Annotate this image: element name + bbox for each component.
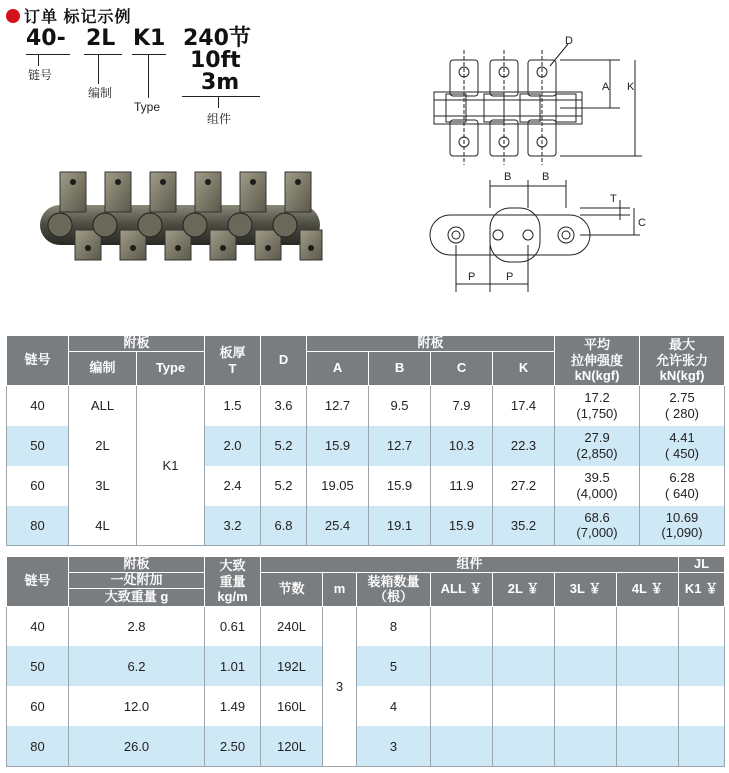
chain-technical-drawing [420, 30, 655, 295]
cell-links: 120L [261, 726, 323, 766]
cell-price-all [431, 686, 493, 726]
cell-c: 11.9 [431, 466, 493, 506]
cell-d: 5.2 [261, 426, 307, 466]
chain-photo-illustration [30, 160, 330, 270]
cell-type-merged: K1 [137, 386, 205, 546]
cell-b: 12.7 [369, 426, 431, 466]
label-type: Type [134, 100, 161, 114]
code-assembly-2: 10ft [190, 48, 241, 73]
code-attach: 2L [86, 26, 116, 51]
underline-assembly [182, 96, 260, 97]
th-one-place: 一处附加 [69, 573, 205, 589]
th-weight-g: 大致重量 g [69, 588, 205, 606]
cell-chain: 40 [7, 606, 69, 646]
top-view [434, 44, 642, 165]
cell-tension: 2.75 ( 280) [640, 386, 725, 426]
cell-price-all [431, 646, 493, 686]
code-type: K1 [133, 26, 166, 51]
dim-p1-label: P [468, 271, 476, 283]
label-attach: 编制 [88, 86, 113, 100]
cell-t: 1.5 [205, 386, 261, 426]
cell-price-k1 [679, 726, 725, 766]
cell-strength: 27.9 (2,850) [555, 426, 640, 466]
underline-chain-no [26, 54, 70, 55]
dim-t-label: T [610, 193, 617, 205]
cell-d: 6.8 [261, 506, 307, 546]
cell-price-4l [617, 646, 679, 686]
th-price-2l: 2L ￥ [493, 573, 555, 607]
leader-type [148, 54, 149, 98]
th-attachment: 附板 [69, 557, 205, 573]
cell-chain: 40 [7, 386, 69, 426]
th-avg-strength: 平均 拉伸强度 kN(kgf) [555, 336, 640, 386]
cell-links: 240L [261, 606, 323, 646]
label-assembly: 组件 [207, 112, 232, 126]
th-m: m [323, 573, 357, 607]
cell-a: 12.7 [307, 386, 369, 426]
th-plate-thickness: 板厚 T [205, 336, 261, 386]
cell-price-2l [493, 686, 555, 726]
cell-strength: 17.2 (1,750) [555, 386, 640, 426]
cell-price-k1 [679, 606, 725, 646]
dim-k-label: K [627, 81, 635, 93]
cell-k: 35.2 [493, 506, 555, 546]
th-a: A [307, 352, 369, 386]
th-approx-weight: 大致 重量 kg/m [205, 557, 261, 607]
dim-d-label: D [565, 35, 573, 47]
cell-b: 19.1 [369, 506, 431, 546]
table-row [7, 646, 725, 686]
cell-c: 7.9 [431, 386, 493, 426]
cell-kg-m: 1.01 [205, 646, 261, 686]
cell-price-3l [555, 726, 617, 766]
cell-code: 2L [69, 426, 137, 466]
label-chain-no: 链号 [28, 68, 53, 82]
assembly-table [6, 556, 725, 767]
cell-kg-m: 0.61 [205, 606, 261, 646]
th-type: Type [137, 352, 205, 386]
cell-price-4l [617, 686, 679, 726]
cell-k: 22.3 [493, 426, 555, 466]
code-assembly-3: 3m [201, 70, 240, 95]
cell-tension: 4.41 ( 450) [640, 426, 725, 466]
cell-price-3l [555, 646, 617, 686]
table-row [7, 506, 725, 546]
cell-pack: 5 [357, 646, 431, 686]
leader-assembly [218, 96, 219, 108]
leader-attach [98, 54, 99, 84]
th-k: K [493, 352, 555, 386]
cell-t: 2.4 [205, 466, 261, 506]
th-d: D [261, 336, 307, 386]
chain-body [40, 172, 322, 260]
th-attachment2: 附板 [307, 336, 555, 352]
cell-chain: 80 [7, 726, 69, 766]
code-chain-no: 40- [26, 26, 66, 51]
cell-price-4l [617, 606, 679, 646]
th-price-4l: 4L ￥ [617, 573, 679, 607]
side-view [430, 180, 640, 292]
order-title-text: 订单 标记示例 [24, 9, 132, 26]
cell-links: 192L [261, 646, 323, 686]
cell-kg-m: 1.49 [205, 686, 261, 726]
cell-price-2l [493, 726, 555, 766]
cell-price-2l [493, 606, 555, 646]
cell-weight-g: 2.8 [69, 606, 205, 646]
cell-b: 9.5 [369, 386, 431, 426]
cell-d: 5.2 [261, 466, 307, 506]
cell-weight-g: 26.0 [69, 726, 205, 766]
dim-c-label: C [638, 217, 646, 229]
cell-price-4l [617, 726, 679, 766]
th-max-tension: 最大 允许张力 kN(kgf) [640, 336, 725, 386]
cell-k: 27.2 [493, 466, 555, 506]
underline-type [132, 54, 166, 55]
table-row [7, 726, 725, 766]
cell-chain: 60 [7, 686, 69, 726]
cell-price-all [431, 606, 493, 646]
th-c: C [431, 352, 493, 386]
cell-k: 17.4 [493, 386, 555, 426]
underline-attach [84, 54, 122, 55]
cell-chain: 80 [7, 506, 69, 546]
leader-chain-no [38, 54, 39, 66]
cell-pack: 8 [357, 606, 431, 646]
th-attachment: 附板 [69, 336, 205, 352]
th-price-3l: 3L ￥ [555, 573, 617, 607]
cell-strength: 39.5 (4,000) [555, 466, 640, 506]
th-pack-qty: 装箱数量 （根） [357, 573, 431, 607]
th-code: 编制 [69, 352, 137, 386]
cell-kg-m: 2.50 [205, 726, 261, 766]
cell-chain: 50 [7, 646, 69, 686]
cell-price-k1 [679, 646, 725, 686]
cell-pack: 4 [357, 686, 431, 726]
dim-b1-label: B [504, 171, 512, 183]
dim-a-label: A [602, 81, 610, 93]
dim-b2-label: B [542, 171, 550, 183]
red-bullet-icon [6, 9, 20, 23]
cell-a: 25.4 [307, 506, 369, 546]
spec-table [6, 335, 725, 546]
th-chain-no: 链号 [7, 336, 69, 386]
cell-chain: 60 [7, 466, 69, 506]
cell-pack: 3 [357, 726, 431, 766]
cell-a: 19.05 [307, 466, 369, 506]
th-b: B [369, 352, 431, 386]
cell-tension: 6.28 ( 640) [640, 466, 725, 506]
table-row [7, 426, 725, 466]
table-row [7, 606, 725, 646]
code-assembly-1: 240节 [183, 26, 251, 51]
cell-strength: 68.6 (7,000) [555, 506, 640, 546]
cell-weight-g: 12.0 [69, 686, 205, 726]
cell-b: 15.9 [369, 466, 431, 506]
order-example-title [6, 4, 131, 27]
cell-t: 3.2 [205, 506, 261, 546]
cell-price-all [431, 726, 493, 766]
cell-price-3l [555, 686, 617, 726]
cell-d: 3.6 [261, 386, 307, 426]
th-price-all: ALL ￥ [431, 573, 493, 607]
cell-c: 15.9 [431, 506, 493, 546]
table-row [7, 466, 725, 506]
table-row [7, 386, 725, 426]
th-jl: JL [679, 557, 725, 573]
cell-a: 15.9 [307, 426, 369, 466]
th-assembly: 组件 [261, 557, 679, 573]
cell-price-2l [493, 646, 555, 686]
cell-links: 160L [261, 686, 323, 726]
cell-c: 10.3 [431, 426, 493, 466]
cell-price-k1 [679, 686, 725, 726]
cell-price-3l [555, 606, 617, 646]
th-chain-no: 链号 [7, 557, 69, 607]
cell-code: ALL [69, 386, 137, 426]
cell-weight-g: 6.2 [69, 646, 205, 686]
dim-p2-label: P [506, 271, 514, 283]
th-price-k1: K1 ￥ [679, 573, 725, 607]
cell-tension: 10.69 (1,090) [640, 506, 725, 546]
cell-t: 2.0 [205, 426, 261, 466]
table-row [7, 686, 725, 726]
cell-m-merged: 3 [323, 606, 357, 766]
cell-chain: 50 [7, 426, 69, 466]
cell-code: 3L [69, 466, 137, 506]
cell-code: 4L [69, 506, 137, 546]
th-links: 节数 [261, 573, 323, 607]
